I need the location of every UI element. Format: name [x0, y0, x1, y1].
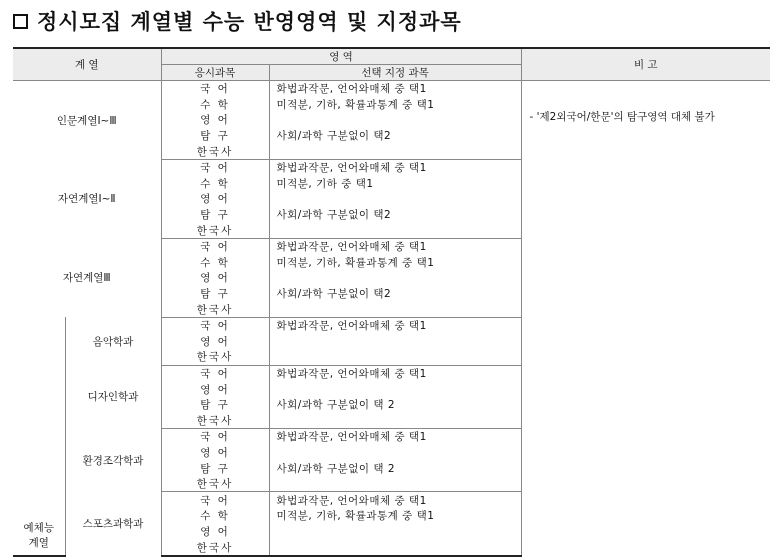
selection-cell: 사회/과학 구분없이 택2	[269, 286, 521, 302]
selection-cell	[269, 476, 521, 492]
subject-cell: 영 어	[161, 381, 269, 397]
selection-cell: 화법과작문, 언어와매체 중 택1	[269, 81, 521, 97]
selection-cell: 화법과작문, 언어와매체 중 택1	[269, 238, 521, 254]
dept-name: 디자인학과	[65, 365, 161, 428]
header-row-1	[13, 48, 770, 65]
subject-cell: 탐 구	[161, 207, 269, 223]
subject-cell: 한국사	[161, 301, 269, 317]
note-cell: - '제2외국어/한문'의 탐구영역 대체 불가	[521, 81, 770, 160]
selection-cell: 화법과작문, 언어와매체 중 택1	[269, 429, 521, 445]
subject-table	[13, 47, 770, 557]
group-name: 인문계열Ⅰ~Ⅲ	[13, 81, 161, 160]
subject-cell: 국 어	[161, 492, 269, 508]
subject-cell: 국 어	[161, 159, 269, 175]
selection-cell: 사회/과학 구분없이 택 2	[269, 460, 521, 476]
subject-cell: 영 어	[161, 191, 269, 207]
note-cell	[521, 159, 770, 238]
selection-cell: 미적분, 기하, 확률과통계 중 택1	[269, 255, 521, 271]
header-area: 영 역	[161, 48, 521, 65]
page-title-row	[13, 6, 462, 36]
table-row	[13, 492, 770, 508]
subject-cell: 한국사	[161, 412, 269, 428]
page-title: 정시모집 계열별 수능 반영영역 및 지정과목	[37, 10, 462, 34]
selection-cell	[269, 191, 521, 207]
checkbox-square-icon	[13, 14, 28, 29]
selection-cell: 사회/과학 구분없이 택 2	[269, 397, 521, 413]
selection-cell	[269, 143, 521, 159]
subject-cell: 국 어	[161, 81, 269, 97]
subject-cell: 국 어	[161, 429, 269, 445]
subject-cell: 영 어	[161, 334, 269, 350]
subject-cell: 수 학	[161, 97, 269, 113]
selection-cell	[269, 524, 521, 540]
header-group: 계 열	[13, 48, 161, 81]
subject-cell: 국 어	[161, 365, 269, 381]
table-row	[13, 159, 770, 175]
subject-cell: 탐 구	[161, 286, 269, 302]
header-subject: 응시과목	[161, 65, 269, 81]
subject-cell: 국 어	[161, 317, 269, 333]
subject-cell: 영 어	[161, 524, 269, 540]
subject-cell: 탐 구	[161, 397, 269, 413]
table-row	[13, 317, 770, 333]
selection-cell	[269, 349, 521, 365]
table-body	[13, 81, 770, 556]
selection-cell	[269, 334, 521, 350]
selection-cell	[269, 539, 521, 556]
subject-cell: 국 어	[161, 238, 269, 254]
subject-cell: 수 학	[161, 176, 269, 192]
selection-cell: 화법과작문, 언어와매체 중 택1	[269, 159, 521, 175]
subject-cell: 탐 구	[161, 460, 269, 476]
selection-cell: 사회/과학 구분없이 택2	[269, 207, 521, 223]
selection-cell: 화법과작문, 언어와매체 중 택1	[269, 317, 521, 333]
arts-group-name: 예체능 계열	[13, 317, 65, 555]
subject-cell: 영 어	[161, 112, 269, 128]
selection-cell	[269, 412, 521, 428]
note-cell	[521, 492, 770, 556]
selection-cell	[269, 112, 521, 128]
note-cell	[521, 365, 770, 428]
subject-cell: 수 학	[161, 255, 269, 271]
subject-cell: 한국사	[161, 143, 269, 159]
selection-cell: 미적분, 기하, 확률과통계 중 택1	[269, 97, 521, 113]
subject-cell: 수 학	[161, 508, 269, 524]
selection-cell	[269, 301, 521, 317]
selection-cell: 화법과작문, 언어와매체 중 택1	[269, 492, 521, 508]
subject-cell: 한국사	[161, 222, 269, 238]
subject-cell: 한국사	[161, 539, 269, 556]
selection-cell: 미적분, 기하 중 택1	[269, 176, 521, 192]
group-name: 자연계열Ⅲ	[13, 238, 161, 317]
table-row	[13, 238, 770, 254]
table-row	[13, 365, 770, 381]
group-name: 자연계열Ⅰ~Ⅱ	[13, 159, 161, 238]
note-cell	[521, 429, 770, 492]
selection-cell: 화법과작문, 언어와매체 중 택1	[269, 365, 521, 381]
header-note: 비 고	[521, 48, 770, 81]
selection-cell: 미적분, 기하, 확률과통계 중 택1	[269, 508, 521, 524]
selection-cell	[269, 445, 521, 461]
header-selection: 선택 지정 과목	[269, 65, 521, 81]
selection-cell: 사회/과학 구분없이 택2	[269, 128, 521, 144]
dept-name: 스포츠과학과	[65, 492, 161, 556]
subject-cell: 한국사	[161, 476, 269, 492]
table-row	[13, 81, 770, 97]
dept-name: 환경조각학과	[65, 429, 161, 492]
table-row	[13, 429, 770, 445]
subject-cell: 한국사	[161, 349, 269, 365]
note-cell	[521, 238, 770, 317]
subject-cell: 영 어	[161, 270, 269, 286]
selection-cell	[269, 222, 521, 238]
selection-cell	[269, 381, 521, 397]
note-cell	[521, 317, 770, 365]
selection-cell	[269, 270, 521, 286]
subject-cell: 탐 구	[161, 128, 269, 144]
subject-cell: 영 어	[161, 445, 269, 461]
dept-name: 음악학과	[65, 317, 161, 365]
